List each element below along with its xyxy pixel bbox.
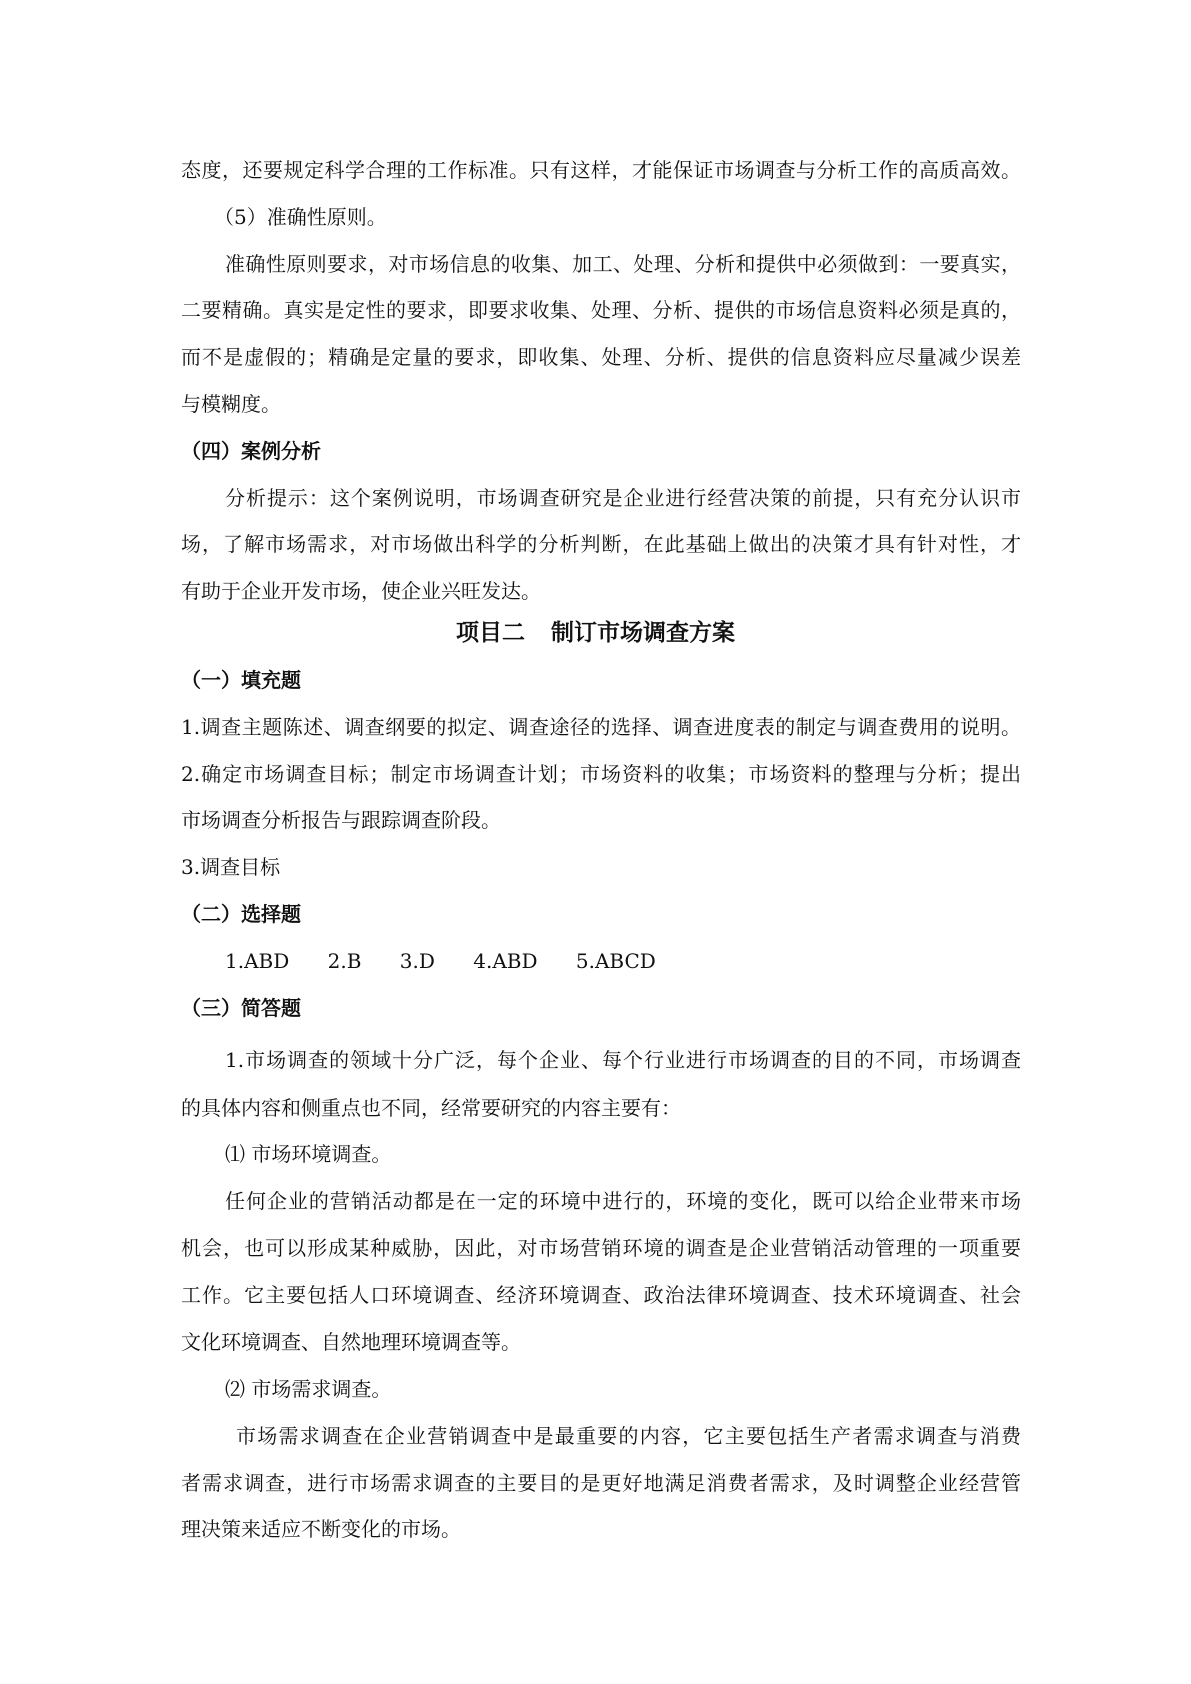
answer-line: 3.调查目标 <box>181 855 281 879</box>
sub-heading: ⑴ 市场环境调查。 <box>225 1142 392 1166</box>
choice-answer: 1.ABD <box>225 949 290 973</box>
paragraph-line: 任何企业的营销活动都是在一定的环境中进行的，环境的变化，既可以给企业带来市场 <box>225 1189 1021 1213</box>
section-heading: （四）案例分析 <box>181 439 321 463</box>
paragraph-line: 分析提示：这个案例说明，市场调查研究是企业进行经营决策的前提，只有充分认识市 <box>225 486 1021 510</box>
paragraph-line: 工作。它主要包括人口环境调查、经济环境调查、政治法律环境调查、技术环境调查、社会 <box>181 1283 1021 1307</box>
section-heading: （二）选择题 <box>181 902 301 926</box>
paragraph-line: 机会，也可以形成某种威胁，因此，对市场营销环境的调查是企业营销活动管理的一项重要 <box>181 1236 1021 1260</box>
answer-line: 市场调查分析报告与跟踪调查阶段。 <box>181 808 501 832</box>
paragraph-line: 市场需求调查在企业营销调查中是最重要的内容，它主要包括生产者需求调查与消费 <box>236 1424 1021 1448</box>
choice-answers <box>225 947 1021 975</box>
paragraph-line: 1.市场调查的领域十分广泛，每个企业、每个行业进行市场调查的目的不同，市场调查 <box>225 1048 1021 1072</box>
choice-answer: 4.ABD <box>473 949 538 973</box>
section-heading: （一）填充题 <box>181 668 301 692</box>
paragraph-line: 态度，还要规定科学合理的工作标准。只有这样，才能保证市场调查与分析工作的高质高效。 <box>181 158 1021 182</box>
paragraph-line: 与模糊度。 <box>181 392 281 416</box>
paragraph-line: 准确性原则要求，对市场信息的收集、加工、处理、分析和提供中必须做到：一要真实， <box>225 252 1021 276</box>
paragraph-line: 的具体内容和侧重点也不同，经常要研究的内容主要有： <box>181 1096 681 1120</box>
answer-line: 2.确定市场调查目标；制定市场调查计划；市场资料的收集；市场资料的整理与分析；提出 <box>181 762 1021 786</box>
choice-answer: 3.D <box>399 949 435 973</box>
project-title: 项目二 制订市场调查方案 <box>455 620 735 646</box>
choice-answer: 2.B <box>327 949 362 973</box>
paragraph-line: 二要精确。真实是定性的要求，即要求收集、处理、分析、提供的市场信息资料必须是真的， <box>181 298 1021 322</box>
paragraph-line: 文化环境调查、自然地理环境调查等。 <box>181 1330 521 1354</box>
section-heading: （三）简答题 <box>181 996 301 1020</box>
paragraph-line: 而不是虚假的；精确是定量的要求，即收集、处理、分析、提供的信息资料应尽量减少误差 <box>181 345 1021 369</box>
choice-answer: 5.ABCD <box>575 949 656 973</box>
paragraph-line: 理决策来适应不断变化的市场。 <box>181 1517 461 1541</box>
paragraph-line: 有助于企业开发市场，使企业兴旺发达。 <box>181 579 541 603</box>
sub-heading: ⑵ 市场需求调查。 <box>225 1377 392 1401</box>
paragraph-line: 者需求调查，进行市场需求调查的主要目的是更好地满足消费者需求，及时调整企业经营管 <box>181 1471 1021 1495</box>
answer-line: 1.调查主题陈述、调查纲要的拟定、调查途径的选择、调查进度表的制定与调查费用的说明。 <box>181 715 1021 739</box>
paragraph-line: 场，了解市场需求，对市场做出科学的分析判断，在此基础上做出的决策才具有针对性，才 <box>181 532 1021 556</box>
item-heading: （5）准确性原则。 <box>214 205 387 229</box>
